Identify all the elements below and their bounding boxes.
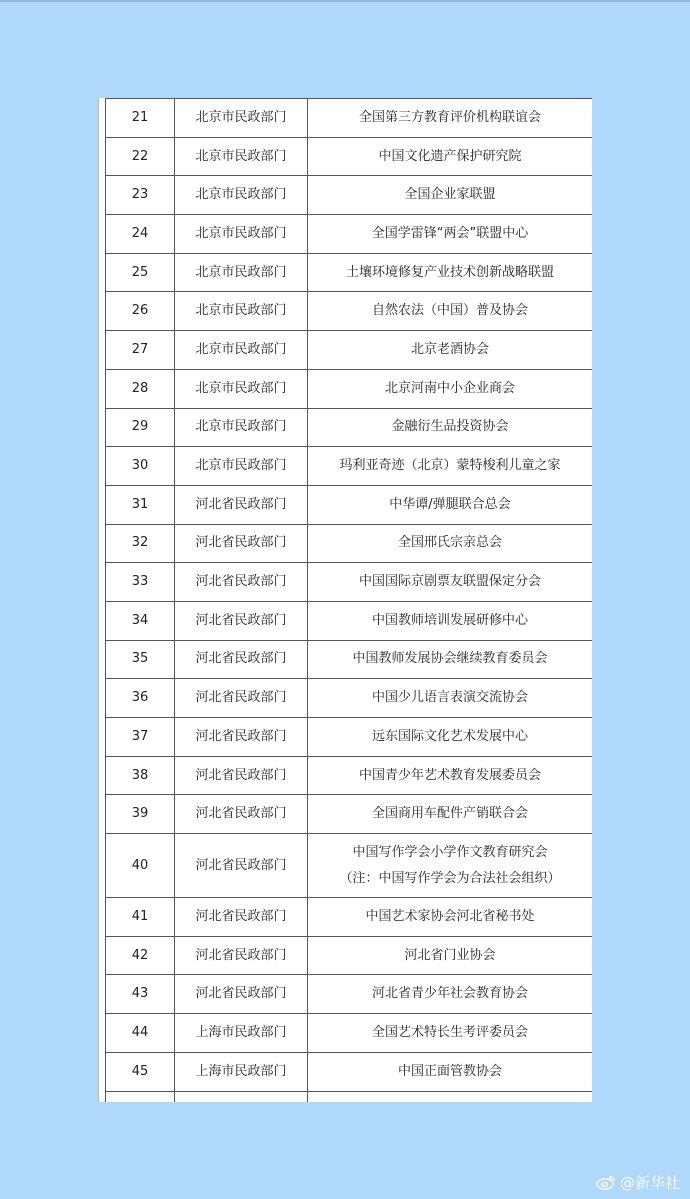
table-row [106,1052,593,1091]
organization-cell: 中国青少年艺术教育发展委员会 [308,756,593,795]
row-number: 32 [106,524,175,563]
table-row [106,795,593,834]
table-row [106,1014,593,1053]
organization-cell: 中华谭/弹腿联合总会 [308,485,593,524]
organization-cell: 中国文化遗产保护研究院 [308,137,593,176]
department-cell: 河北省民政部门 [175,524,308,563]
organization-cell: 中国少儿语言表演交流协会 [308,679,593,718]
table-row [106,756,593,795]
organization-cell: 全国学雷锋“两会”联盟中心 [308,215,593,254]
row-number: 31 [106,485,175,524]
organization-cell: 中国教师发展协会继续教育委员会 [308,640,593,679]
table-row [106,137,593,176]
row-number: 40 [106,834,175,898]
department-cell: 河北省民政部门 [175,936,308,975]
table-row [106,447,593,486]
table-row [106,834,593,898]
department-cell: 河北省民政部门 [175,563,308,602]
organization-cell: 中国教师培训发展研修中心 [308,601,593,640]
department-cell: 上海市民政部门 [175,1014,308,1053]
empty-cell [106,1091,175,1102]
row-number: 37 [106,718,175,757]
table-row [106,99,593,138]
table-row [106,718,593,757]
row-number: 44 [106,1014,175,1053]
row-number: 34 [106,601,175,640]
organization-name: 中国写作学会小学作文教育研究会 [352,844,548,860]
empty-cell [175,1091,308,1102]
row-number: 33 [106,563,175,602]
department-cell: 北京市民政部门 [175,253,308,292]
organization-cell: 河北省青少年社会教育协会 [308,975,593,1014]
organization-cell: 全国邢氏宗亲总会 [308,524,593,563]
table-row [106,292,593,331]
department-cell: 河北省民政部门 [175,485,308,524]
department-cell: 河北省民政部门 [175,679,308,718]
department-cell: 北京市民政部门 [175,215,308,254]
department-cell: 河北省民政部门 [175,975,308,1014]
department-cell: 河北省民政部门 [175,718,308,757]
organization-note: （注：中国写作学会为合法社会组织） [339,870,561,886]
row-number: 28 [106,369,175,408]
row-number: 27 [106,331,175,370]
table-row [106,601,593,640]
table-row [106,369,593,408]
organization-cell: 全国第三方教育评价机构联谊会 [308,99,593,138]
watermark [596,1172,680,1192]
table-row [106,215,593,254]
organization-table [105,98,592,1102]
row-number: 45 [106,1052,175,1091]
row-number: 41 [106,898,175,937]
table-row [106,524,593,563]
organization-cell: 中国艺术家协会河北省秘书处 [308,898,593,937]
department-cell: 北京市民政部门 [175,137,308,176]
watermark-text: @新华社 [619,1173,680,1192]
row-number: 38 [106,756,175,795]
row-number: 26 [106,292,175,331]
organization-cell: 北京河南中小企业商会 [308,369,593,408]
table-row [106,408,593,447]
department-cell: 北京市民政部门 [175,292,308,331]
department-cell: 河北省民政部门 [175,834,308,898]
department-cell: 河北省民政部门 [175,795,308,834]
table-row-partial [106,1091,593,1102]
table-row [106,936,593,975]
table-row [106,331,593,370]
organization-cell: 中国国际京剧票友联盟保定分会 [308,563,593,602]
table-row [106,563,593,602]
document-sheet [98,98,592,1102]
department-cell: 河北省民政部门 [175,601,308,640]
top-border-line [0,0,690,2]
organization-cell: 北京老酒协会 [308,331,593,370]
department-cell: 北京市民政部门 [175,331,308,370]
row-number: 23 [106,176,175,215]
row-number: 21 [106,99,175,138]
row-number: 43 [106,975,175,1014]
row-number: 39 [106,795,175,834]
organization-cell: 全国艺术特长生考评委员会 [308,1014,593,1053]
table-row [106,975,593,1014]
row-number: 25 [106,253,175,292]
organization-cell: 远东国际文化艺术发展中心 [308,718,593,757]
table-row [106,485,593,524]
department-cell: 北京市民政部门 [175,447,308,486]
table-row [106,679,593,718]
row-number: 42 [106,936,175,975]
table-row [106,253,593,292]
row-number: 29 [106,408,175,447]
organization-cell: 土壤环境修复产业技术创新战略联盟 [308,253,593,292]
table-row [106,898,593,937]
department-cell: 河北省民政部门 [175,640,308,679]
organization-cell: 玛利亚奇迹（北京）蒙特梭利儿童之家 [308,447,593,486]
sheet-edge [98,98,99,1102]
row-number: 35 [106,640,175,679]
department-cell: 河北省民政部门 [175,898,308,937]
department-cell: 北京市民政部门 [175,176,308,215]
table-row [106,640,593,679]
organization-cell: 河北省门业协会 [308,936,593,975]
table-body [106,99,593,1103]
row-number: 36 [106,679,175,718]
department-cell: 北京市民政部门 [175,99,308,138]
organization-cell: 全国商用车配件产销联合会 [308,795,593,834]
empty-cell [308,1091,593,1102]
row-number: 30 [106,447,175,486]
organization-cell: 中国正面管教协会 [308,1052,593,1091]
row-number: 22 [106,137,175,176]
department-cell: 河北省民政部门 [175,756,308,795]
organization-cell: 金融衍生品投资协会 [308,408,593,447]
organization-cell: 全国企业家联盟 [308,176,593,215]
table-row [106,176,593,215]
department-cell: 北京市民政部门 [175,369,308,408]
weibo-icon [596,1174,616,1190]
row-number: 24 [106,215,175,254]
department-cell: 北京市民政部门 [175,408,308,447]
department-cell: 上海市民政部门 [175,1052,308,1091]
organization-cell [308,834,593,898]
organization-cell: 自然农法（中国）普及协会 [308,292,593,331]
